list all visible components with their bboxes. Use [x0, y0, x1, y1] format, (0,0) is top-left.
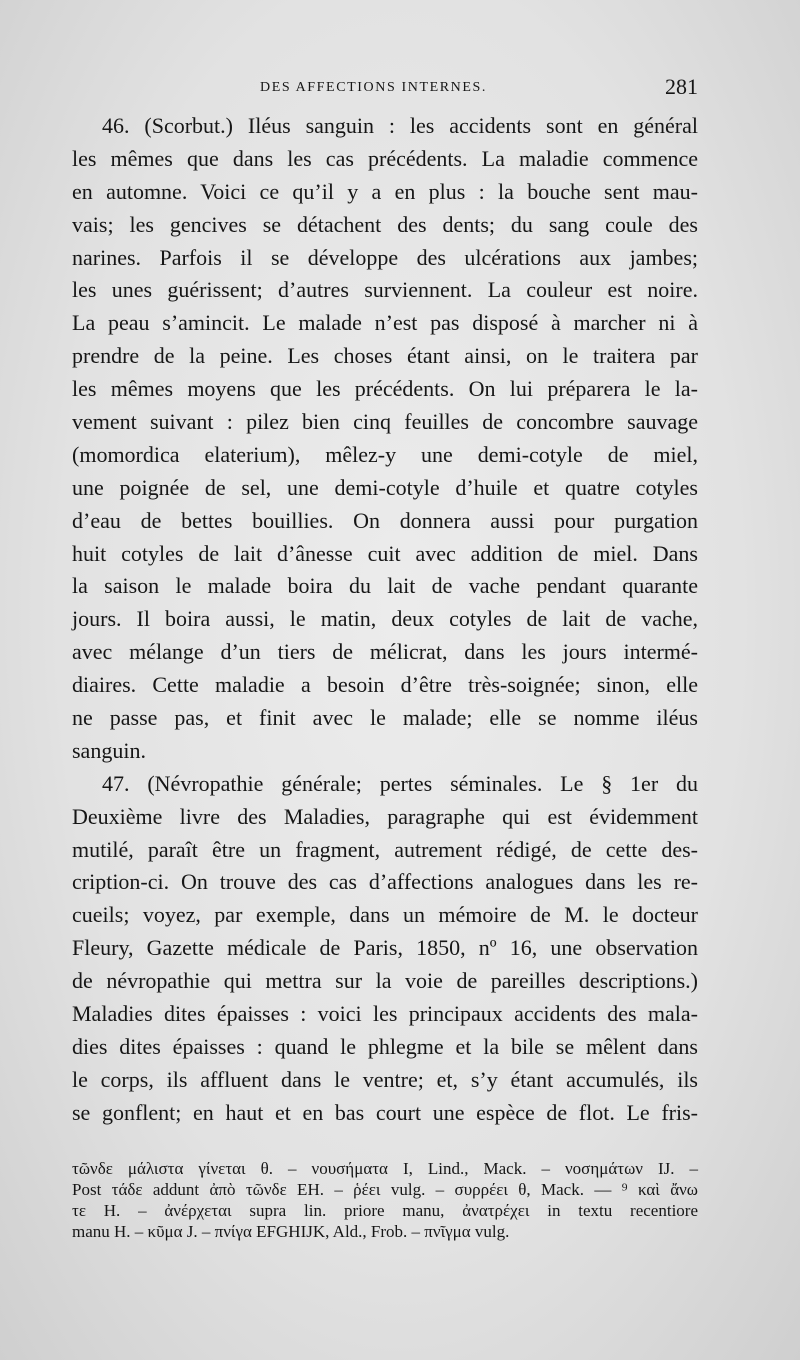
footnotes [72, 1158, 698, 1242]
text-line: vais; les gencives se détachent des dents; du sang coule des [72, 211, 698, 237]
text-line: la saison le malade boira du lait de vache pendant quarante [72, 573, 698, 599]
text-line: les mêmes que dans les cas précédents. La maladie commence [72, 145, 698, 171]
text-line: dies dites épaisses : quand le phlegme et la bile se mêlent dans [72, 1033, 698, 1059]
text-line: une poignée de sel, une demi-cotyle d’huile et quatre cotyles [72, 474, 698, 500]
text-line: Maladies dites épaisses : voici les principaux accidents des mala- [72, 1001, 698, 1027]
text-line: jours. Il boira aussi, le matin, deux cotyles de lait de vache, [72, 606, 698, 632]
footnote-line: manu H. – κῦμα J. – πνίγα EFGHIJK, Ald., Frob. – πνῖγμα vulg. [72, 1222, 510, 1241]
text-line: 47. (Névropathie générale; pertes séminales. Le § 1er du [102, 770, 698, 796]
text-line: se gonflent; en haut et en bas court une espèce de flot. Le fris- [72, 1099, 698, 1125]
running-head: DES AFFECTIONS INTERNES. [260, 80, 488, 95]
text-line: 46. (Scorbut.) Iléus sanguin : les accidents sont en général [102, 113, 698, 138]
text-line: Fleury, Gazette médicale de Paris, 1850, nº 16, une observation [72, 935, 698, 961]
text-line: cription-ci. On trouve des cas d’affections analogues dans les re- [72, 869, 698, 895]
main-text [72, 110, 698, 1130]
text-line: ne passe pas, et finit avec le malade; elle se nomme iléus [72, 705, 698, 731]
text-line: cueils; voyez, par exemple, dans un mémoire de M. le docteur [72, 902, 698, 928]
text-line: diaires. Cette maladie a besoin d’être très-soignée; sinon, elle [72, 672, 698, 698]
text-line: prendre de la peine. Les choses étant ainsi, on le traitera par [72, 343, 698, 369]
page-header [72, 76, 698, 104]
footnote-line: τε H. – ἀνέρχεται supra lin. priore manu, ἀνατρέχει in textu recentiore [72, 1201, 698, 1220]
text-line: les mêmes moyens que les précédents. On lui préparera le la- [72, 376, 698, 402]
text-line: avec mélange d’un tiers de mélicrat, dans les jours intermé- [72, 639, 698, 665]
text-line: narines. Parfois il se développe des ulcérations aux jambes; [72, 244, 698, 270]
text-line: le corps, ils affluent dans le ventre; et, s’y étant accumulés, ils [72, 1066, 698, 1092]
text-line: sanguin. [72, 737, 146, 763]
text-line: d’eau de bettes bouillies. On donnera aussi pour purgation [72, 507, 698, 533]
text-line: mutilé, paraît être un fragment, autrement rédigé, de cette des- [72, 836, 698, 862]
text-line: en automne. Voici ce qu’il y a en plus : la bouche sent mau- [72, 178, 698, 204]
text-line: Deuxième livre des Maladies, paragraphe qui est évidemment [72, 803, 698, 829]
text-line: La peau s’amincit. Le malade n’est pas disposé à marcher ni à [72, 310, 698, 336]
text-line: de névropathie qui mettra sur la voie de pareilles descriptions.) [72, 968, 698, 994]
text-line: (momordica elaterium), mêlez-y une demi-cotyle de miel, [72, 441, 698, 467]
text-line: vement suivant : pilez bien cinq feuilles de concombre sauvage [72, 409, 698, 435]
text-line: huit cotyles de lait d’ânesse cuit avec addition de miel. Dans [72, 540, 698, 566]
footnote-line: Post τάδε addunt ἀπὸ τῶνδε EH. – ῥέει vulg. – συρρέει θ, Mack. — ⁹ καὶ ἄνω [72, 1180, 698, 1199]
page-number: 281 [665, 74, 698, 99]
footnote-line: τῶνδε μάλιστα γίνεται θ. – νουσήματα I, Lind., Mack. – νοσημάτων IJ. – [72, 1159, 698, 1178]
text-line: les unes guérissent; d’autres surviennent. La couleur est noire. [72, 277, 698, 303]
